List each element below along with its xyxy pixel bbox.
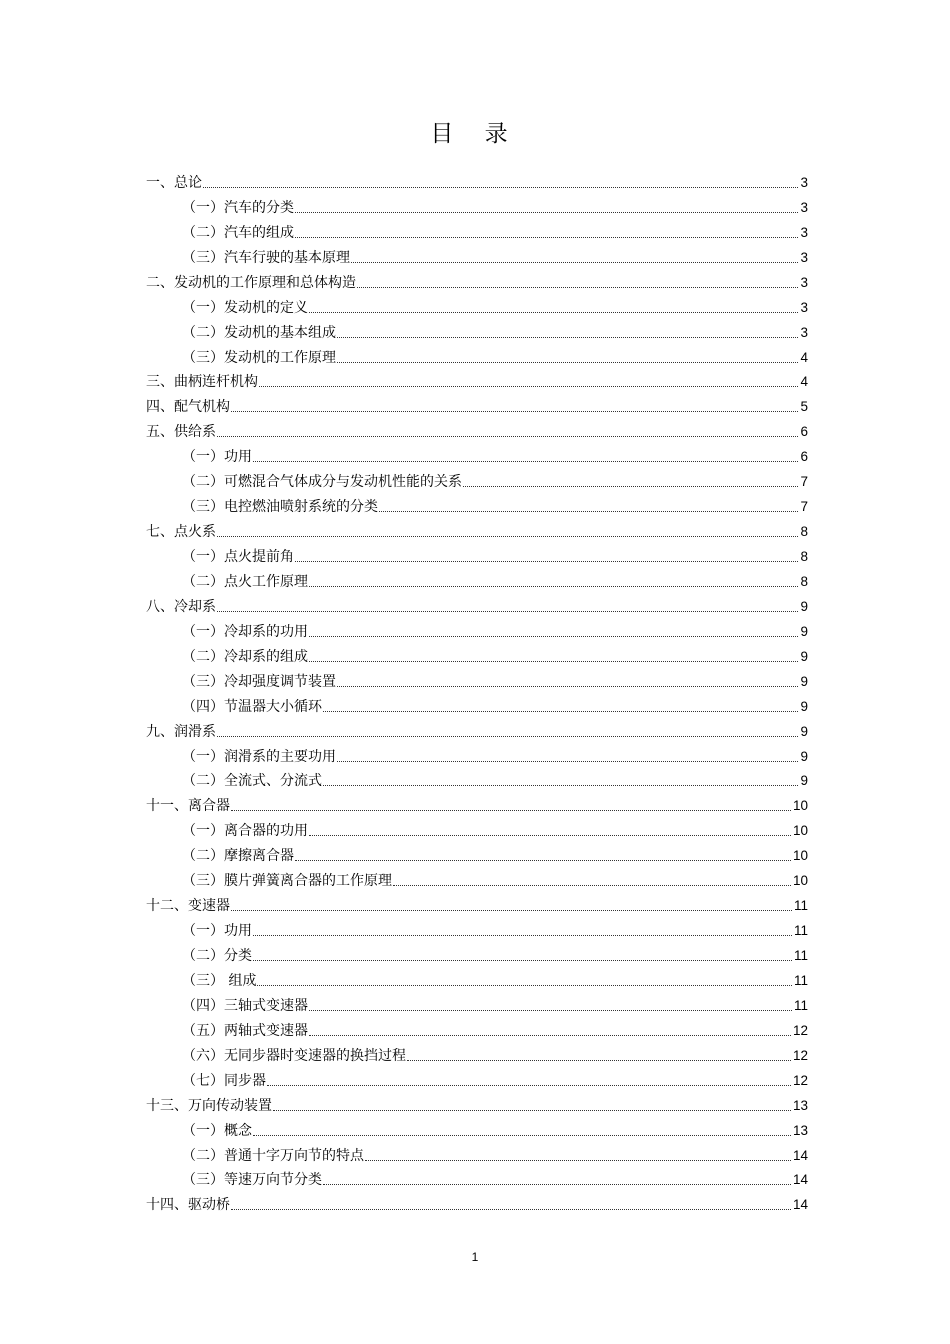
dot-leader [231, 1208, 791, 1210]
toc-entry-label: （一）汽车的分类 [182, 199, 294, 216]
toc-entry-label: （一）点火提前角 [182, 549, 294, 565]
toc-entry-label: （四）三轴式变速器 [182, 997, 308, 1014]
dot-leader [217, 535, 798, 537]
toc-section-entry[interactable] [146, 642, 808, 667]
dot-leader [365, 1159, 791, 1161]
toc-entry-label: （二）点火工作原理 [182, 573, 308, 590]
toc-entry-page: 6 [800, 449, 808, 465]
toc-entry-label: （七）同步器 [182, 1072, 266, 1089]
toc-entry-label: （一）发动机的定义 [182, 299, 308, 316]
toc-section-entry[interactable] [146, 767, 808, 792]
toc-entry-page: 14 [792, 1172, 808, 1188]
toc-entry-label: （四）节温器大小循环 [182, 698, 322, 715]
toc-entry-page: 3 [800, 324, 808, 340]
toc-entry-label: 十四、驱动桥 [146, 1197, 230, 1214]
toc-entry-label: （三）膜片弹簧离合器的工作原理 [182, 873, 392, 890]
toc-entry-page: 9 [800, 673, 808, 689]
toc-chapter-entry[interactable] [146, 1190, 808, 1215]
toc-section-entry[interactable] [146, 318, 808, 343]
toc-entry-label: （五）两轴式变速器 [182, 1022, 308, 1039]
toc-chapter-entry[interactable] [146, 392, 808, 417]
toc-entry-page: 12 [792, 1047, 808, 1063]
toc-entry-label: 十一、离合器 [146, 798, 230, 815]
toc-entry-page: 6 [800, 424, 808, 440]
dot-leader [407, 1059, 791, 1061]
toc-entry-page: 14 [792, 1147, 808, 1163]
toc-entry-label: （三）电控燃油喷射系统的分类 [182, 499, 378, 516]
toc-entry-label: 十二、变速器 [146, 898, 230, 915]
toc-chapter-entry[interactable] [146, 891, 808, 916]
toc-entry-label: 九、润滑系 [146, 723, 216, 740]
dot-leader [309, 834, 791, 836]
toc-chapter-entry[interactable] [146, 168, 808, 193]
toc-entry-page: 7 [800, 474, 808, 490]
toc-entry-label: （二）可燃混合气体成分与发动机性能的关系 [182, 474, 462, 491]
toc-entry-page: 8 [800, 573, 808, 589]
toc-section-entry[interactable] [146, 841, 808, 866]
toc-chapter-entry[interactable] [146, 1091, 808, 1116]
toc-entry-page: 13 [792, 1097, 808, 1113]
dot-leader [295, 560, 798, 562]
toc-entry-label: （三）等速万向节分类 [182, 1172, 322, 1189]
toc-entry-page: 5 [800, 399, 808, 415]
toc-entry-label: （二）发动机的基本组成 [182, 324, 336, 341]
toc-section-entry[interactable] [146, 692, 808, 717]
toc-entry-page: 12 [792, 1072, 808, 1088]
dot-leader [259, 385, 798, 387]
toc-entry-page: 9 [800, 598, 808, 614]
toc-entry-page: 9 [800, 773, 808, 789]
toc-chapter-entry[interactable] [146, 517, 808, 542]
toc-entry-page: 9 [800, 648, 808, 664]
dot-leader [217, 435, 798, 437]
toc-entry-page: 11 [793, 948, 808, 963]
toc-entry-page: 10 [792, 823, 808, 839]
toc-section-entry[interactable] [146, 442, 808, 467]
toc-entry-label: （二）全流式、分流式 [182, 773, 322, 790]
dot-leader [203, 186, 798, 188]
dot-leader [337, 760, 798, 762]
toc-entry-label: 七、点火系 [146, 524, 216, 541]
dot-leader [231, 909, 792, 911]
toc-section-entry[interactable] [146, 966, 808, 991]
toc-entry-label: （二）冷却系的组成 [182, 648, 308, 665]
dot-leader [257, 984, 792, 986]
toc-entry-label: （二）普通十字万向节的特点 [182, 1147, 364, 1164]
toc-entry-page: 12 [792, 1022, 808, 1038]
toc-entry-label: （三）冷却强度调节装置 [182, 673, 336, 690]
toc-entry-label: （一）功用 [182, 449, 252, 466]
dot-leader [323, 784, 798, 786]
toc-entry-label: 四、配气机构 [146, 399, 230, 416]
toc-entry-page: 8 [800, 524, 808, 540]
toc-entry-page: 11 [793, 972, 808, 988]
dot-leader [253, 1134, 791, 1136]
toc-entry-label: 八、冷却系 [146, 598, 216, 615]
toc-entry-page: 9 [800, 623, 808, 639]
toc-title: 目 录 [430, 121, 520, 147]
toc-chapter-entry[interactable] [146, 368, 808, 393]
dot-leader [309, 585, 798, 587]
toc-entry-page: 9 [800, 723, 808, 739]
toc-section-entry[interactable] [146, 567, 808, 592]
toc-entry-label: 一、总论 [146, 174, 202, 191]
toc-entry-label: （三） 组成 [182, 972, 257, 989]
toc-section-entry[interactable] [146, 816, 808, 841]
toc-entry-label: 十三、万向传动装置 [146, 1097, 272, 1114]
toc-entry-label: 五、供给系 [146, 424, 216, 441]
toc-entry-page: 4 [800, 374, 808, 390]
toc-entry-page: 11 [793, 923, 808, 939]
dot-leader [217, 610, 798, 612]
toc-section-entry[interactable] [146, 293, 808, 318]
dot-leader [323, 1183, 791, 1185]
toc-chapter-entry[interactable] [146, 717, 808, 742]
toc-entry-label: （一）冷却系的功用 [182, 623, 308, 640]
table-of-contents [146, 168, 808, 1215]
dot-leader [351, 261, 798, 263]
toc-entry-page: 10 [792, 798, 808, 814]
toc-entry-page: 11 [793, 898, 808, 914]
toc-entry-page: 3 [800, 299, 808, 315]
toc-section-entry[interactable] [146, 617, 808, 642]
dot-leader [357, 286, 798, 288]
toc-entry-label: （一）概念 [182, 1122, 252, 1139]
toc-entry-page: 3 [800, 174, 808, 190]
toc-entry-label: （二）摩擦离合器 [182, 848, 294, 865]
dot-leader [463, 485, 798, 487]
dot-leader [393, 884, 791, 886]
toc-section-entry[interactable] [146, 1066, 808, 1091]
toc-section-entry[interactable] [146, 218, 808, 243]
dot-leader [337, 336, 798, 338]
toc-section-entry[interactable] [146, 667, 808, 692]
dot-leader [379, 510, 798, 512]
dot-leader [309, 1009, 792, 1011]
dot-leader [337, 685, 798, 687]
toc-entry-page: 11 [793, 997, 808, 1013]
dot-leader [309, 1034, 791, 1036]
toc-entry-page: 8 [800, 549, 808, 564]
toc-entry-label: （二）汽车的组成 [182, 224, 294, 241]
toc-section-entry[interactable] [146, 1116, 808, 1141]
dot-leader [253, 959, 792, 961]
page-number: 1 [471, 1250, 479, 1264]
toc-entry-page: 3 [800, 249, 808, 265]
dot-leader [309, 635, 798, 637]
toc-chapter-entry[interactable] [146, 592, 808, 617]
dot-leader [267, 1084, 791, 1086]
dot-leader [295, 211, 798, 213]
toc-entry-label: （三）发动机的工作原理 [182, 349, 336, 366]
toc-entry-label: 二、发动机的工作原理和总体构造 [146, 274, 356, 291]
toc-entry-page: 3 [800, 224, 808, 240]
dot-leader [231, 809, 791, 811]
toc-entry-page: 10 [792, 848, 808, 864]
toc-section-entry[interactable] [146, 467, 808, 492]
dot-leader [295, 236, 798, 238]
toc-section-entry[interactable] [146, 542, 808, 567]
toc-section-entry[interactable] [146, 991, 808, 1016]
toc-section-entry[interactable] [146, 193, 808, 218]
toc-entry-page: 3 [800, 274, 808, 290]
toc-entry-label: （六）无同步器时变速器的换挡过程 [182, 1047, 406, 1064]
toc-section-entry[interactable] [146, 916, 808, 941]
toc-entry-page: 9 [800, 748, 808, 764]
dot-leader [217, 735, 798, 737]
toc-entry-label: （一）离合器的功用 [182, 823, 308, 840]
toc-entry-label: （三）汽车行驶的基本原理 [182, 249, 350, 266]
toc-section-entry[interactable] [146, 742, 808, 767]
toc-entry-label: （二）分类 [182, 948, 252, 964]
dot-leader [337, 361, 798, 363]
toc-entry-page: 13 [792, 1122, 808, 1138]
toc-chapter-entry[interactable] [146, 791, 808, 816]
dot-leader [253, 934, 792, 936]
toc-entry-page: 7 [800, 499, 808, 515]
dot-leader [309, 660, 798, 662]
toc-section-entry[interactable] [146, 1016, 808, 1041]
toc-entry-page: 9 [800, 698, 808, 714]
toc-entry-label: （一）功用 [182, 923, 252, 940]
toc-chapter-entry[interactable] [146, 268, 808, 293]
toc-section-entry[interactable] [146, 866, 808, 891]
dot-leader [309, 311, 798, 313]
toc-entry-page: 14 [792, 1197, 808, 1213]
dot-leader [273, 1109, 791, 1111]
toc-entry-label: （一）润滑系的主要功用 [182, 748, 336, 765]
dot-leader [253, 460, 798, 462]
toc-entry-page: 3 [800, 199, 808, 215]
dot-leader [231, 410, 798, 412]
toc-section-entry[interactable] [146, 1166, 808, 1191]
dot-leader [295, 859, 791, 861]
toc-section-entry[interactable] [146, 243, 808, 268]
toc-chapter-entry[interactable] [146, 417, 808, 442]
toc-section-entry[interactable] [146, 492, 808, 517]
toc-section-entry[interactable] [146, 941, 808, 966]
toc-entry-label: 三、曲柄连杆机构 [146, 374, 258, 391]
toc-section-entry[interactable] [146, 1141, 808, 1166]
dot-leader [323, 710, 798, 712]
toc-entry-page: 10 [792, 873, 808, 889]
toc-section-entry[interactable] [146, 343, 808, 368]
toc-entry-page: 4 [800, 349, 808, 365]
toc-section-entry[interactable] [146, 1041, 808, 1066]
